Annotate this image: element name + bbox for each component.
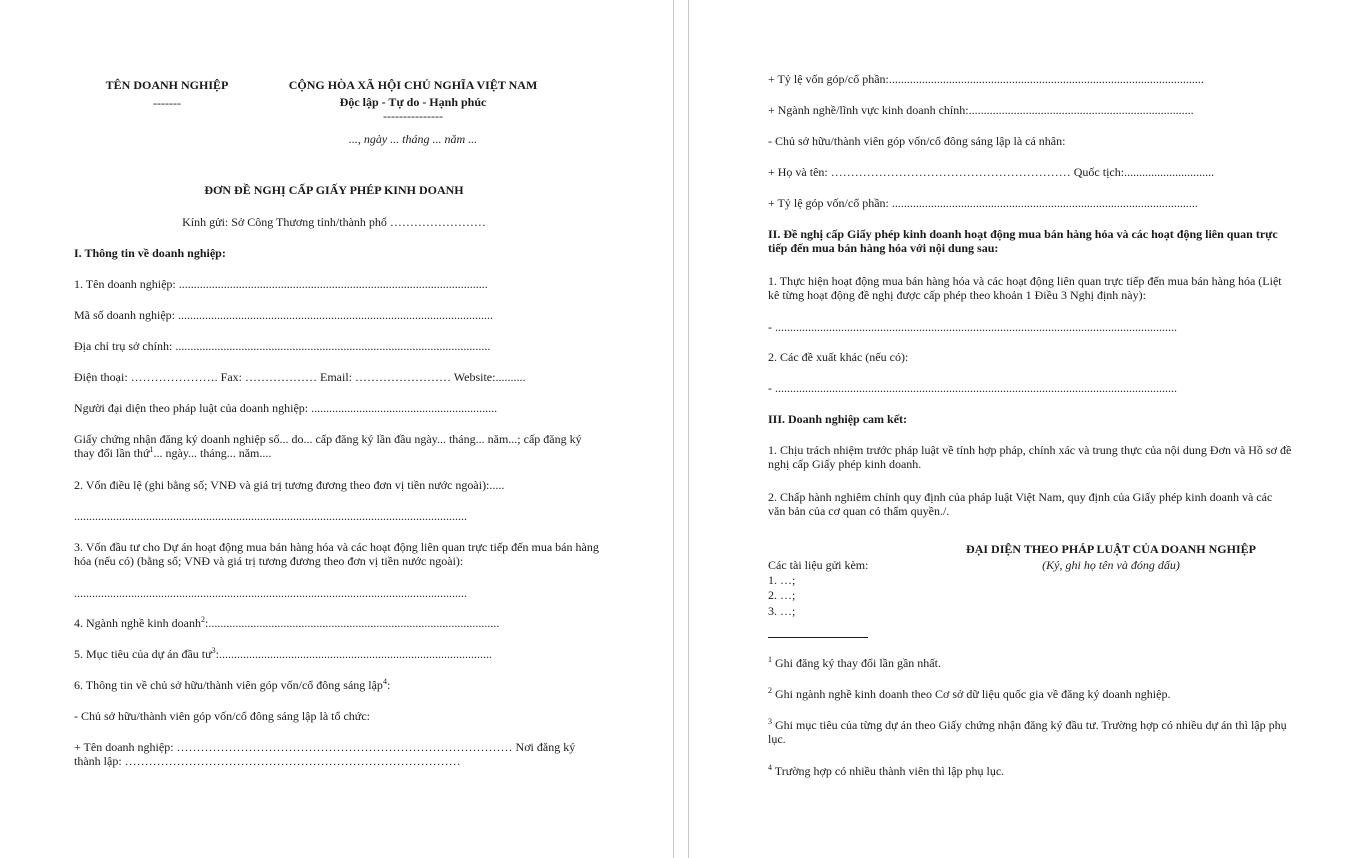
individual-ratio-field: + Tỷ lệ góp vốn/cổ phần: ...................................................................................................... [768,196,1198,210]
certificate-text-end: ... ngày... tháng... năm.... [153,446,272,460]
country-title: CỘNG HÒA XÃ HỘI CHỦ NGHĨA VIỆT NAM [288,78,538,92]
attachment-item: 3. …; [768,604,796,618]
attachment-item: 2. …; [768,588,796,602]
date-line: ..., ngày ... tháng ... năm ... [348,132,478,146]
company-dash: ------- [153,96,181,110]
footnote-number: 1 [768,655,772,664]
org-capital-ratio-field: + Tỷ lệ vốn góp/cổ phần:......................................................................................................... [768,72,1204,86]
business-lines-label: 4. Ngành nghề kinh doanh [74,616,201,630]
company-title: TÊN DOANH NGHIỆP [105,78,229,92]
activity-dots: - ...................................................................................................................................... [768,320,1177,334]
attachment-item: 1. …; [768,573,796,587]
recipient: Kính gửi: Sở Công Thương tỉnh/thành phố …………………… [182,215,486,229]
motto-dash: --------------- [383,109,443,123]
project-goal-dots: :........................................................................................... [215,647,492,661]
footnote-number: 3 [768,717,772,726]
signature-title: ĐẠI DIỆN THEO PHÁP LUẬT CỦA DOANH NGHIỆP [966,542,1256,556]
commitment-1: 1. Chịu trách nhiệm trước pháp luật về tính hợp pháp, chính xác và trung thực của nội dung Đơn và Hồ sơ đề nghị cấp Giấy phép kinh doanh. [768,443,1292,471]
signature-note: (Ký, ghi họ tên và đóng dấu) [1042,558,1180,572]
footnote-ref-4: 4 [382,677,387,686]
org-owner-heading: - Chủ sở hữu/thành viên góp vốn/cổ đông sáng lập là tổ chức: [74,709,370,723]
owner-info-end: : [386,678,391,692]
page-gap [673,0,689,858]
section-1-title: I. Thông tin về doanh nghiệp: [74,246,226,260]
footnote-text: Ghi đăng ký thay đổi lần gần nhất. [772,656,941,670]
activity-item: 1. Thực hiện hoạt động mua bán hàng hóa và các hoạt động liên quan trực tiếp đến mua bán hàng hóa (Liệt kê từng hoạt động đề nghị được cấp phép theo khoản 1 Điều 3 Nghị định này): [768,274,1282,302]
document-page-1 [0,0,673,858]
footnote-text: Ghi mục tiêu của từng dự án theo Giấy chứng nhận đăng ký đầu tư. Trường hợp có nhiều dự án thì lập phụ lục. [768,718,1287,746]
legal-rep-field: Người đại diện theo pháp luật của doanh nghiệp: .............................................................. [74,401,498,415]
motto: Độc lập - Tự do - Hạnh phúc [339,95,487,109]
charter-capital-field: 2. Vốn điều lệ (ghi bằng số; VNĐ và giá trị tương đương theo đơn vị tiền nước ngoài):..... [74,478,505,492]
investment-dots: ................................................................................................................................... [74,586,467,600]
investment-capital-field: 3. Vốn đầu tư cho Dự án hoạt động mua bán hàng hóa và các hoạt động liên quan trực tiếp đến mua bán hàng hóa (nếu có) (bằng số; VNĐ và giá trị tương đương theo đơn vị tiền nước ngoài): [74,540,599,568]
tax-code-field: Mã số doanh nghiệp: ......................................................................................................... [74,308,493,322]
form-title: ĐƠN ĐỀ NGHỊ CẤP GIẤY PHÉP KINH DOANH [204,183,464,197]
footnote [768,764,1004,778]
other-proposals: 2. Các đề xuất khác (nếu có): [768,350,909,364]
section-2-title: II. Đề nghị cấp Giấy phép kinh doanh hoạt động mua bán hàng hóa và các hoạt động liên quan trực tiếp đến mua bán hàng hóa với nội dung sau: [768,227,1278,255]
footnote-number: 4 [768,763,772,772]
contact-field: Điện thoại: …………………. Fax: ……………… Email: …………………… Website:.......... [74,370,526,384]
individual-owner-heading: - Chủ sở hữu/thành viên góp vốn/cổ đông sáng lập là cá nhân: [768,134,1066,148]
project-goal-label: 5. Mục tiêu của dự án đầu tư [74,647,212,661]
footnote-ref-3: 3 [211,646,216,655]
section-3-title: III. Doanh nghiệp cam kết: [768,412,908,426]
footnote [768,718,1298,746]
project-goal-field [74,647,492,661]
footnote [768,656,941,670]
owner-info-label: 6. Thông tin về chủ sở hữu/thành viên góp vốn/cổ đông sáng lập [74,678,383,692]
owner-info-field [74,678,390,692]
attachments-label: Các tài liệu gửi kèm: [768,558,869,572]
footnote-ref-2: 2 [200,615,205,624]
business-lines-dots: :................................................................................................. [204,616,500,630]
certificate-text: Giấy chứng nhận đăng ký doanh nghiệp số... do... cấp đăng ký lần đầu ngày... tháng... năm...; cấp đăng ký thay đổi lần thứ [74,432,582,460]
business-lines-field [74,616,499,630]
commitment-2: 2. Chấp hành nghiêm chỉnh quy định của pháp luật Việt Nam, quy định của Giấy phép kinh doanh và các văn bản của cơ quan có thẩm quyền./. [768,490,1273,518]
footnote-number: 2 [768,686,772,695]
footnote-text: Ghi ngành nghề kinh doanh theo Cơ sở dữ liệu quốc gia về đăng ký doanh nghiệp. [772,687,1171,701]
footnote-separator [768,637,868,638]
footnote-text: Trường hợp có nhiều thành viên thì lập phụ lục. [772,764,1005,778]
address-field: Địa chỉ trụ sở chính: ......................................................................................................... [74,339,491,353]
certificate-field [74,432,602,460]
company-name-field: 1. Tên doanh nghiệp: ....................................................................................................... [74,277,488,291]
other-proposals-dots: - ...................................................................................................................................... [768,381,1177,395]
footnote [768,687,1170,701]
individual-name-field: + Họ và tên: …………………………………………………… Quốc tịch:.............................. [768,165,1215,179]
charter-capital-dots: ................................................................................................................................... [74,509,467,523]
org-main-business-field: + Ngành nghề/lĩnh vực kinh doanh chính:........................................................................... [768,103,1194,117]
org-owner-name-field: + Tên doanh nghiệp: ………………………………………………………………………… Nơi đăng ký thành lập: ………………………………………………………………………… [74,740,576,768]
document-page-2 [689,0,1352,858]
footnote-ref-1: 1 [149,445,154,454]
